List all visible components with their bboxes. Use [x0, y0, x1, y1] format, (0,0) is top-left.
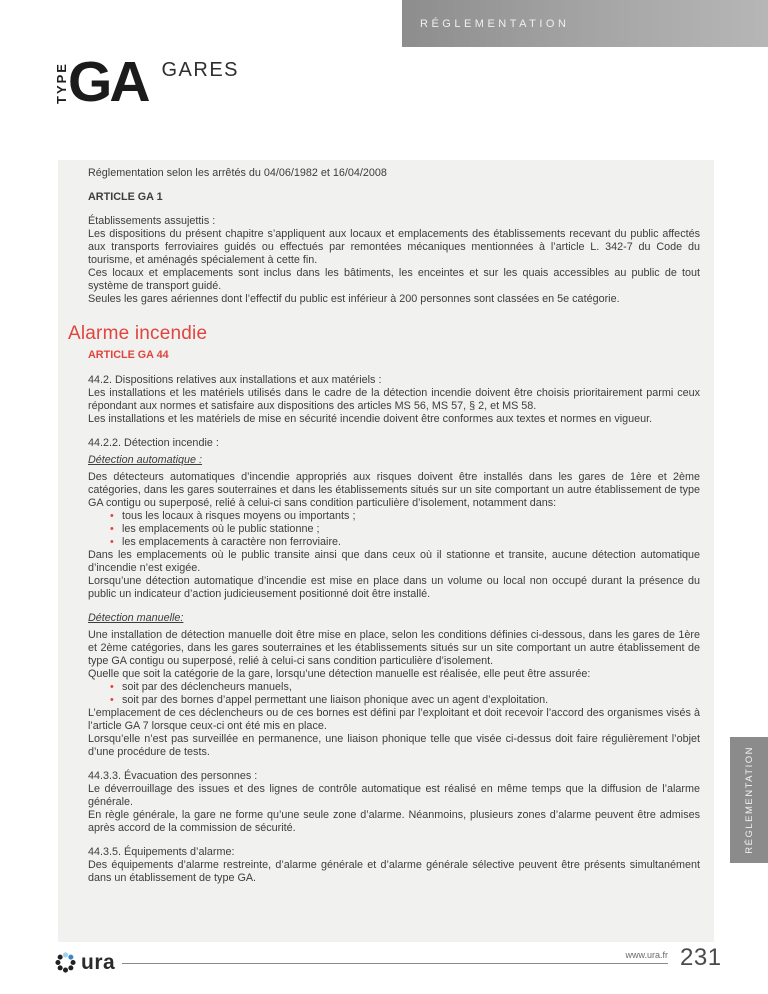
article-ga44-heading: ARTICLE GA 44 — [88, 349, 169, 361]
paragraph: Lorsqu’elle n’est pas surveillée en permanence, une liaison phonique telle que visée ci-dessus doit faire régulièrement l’objet d’une procédure de tests. — [88, 733, 700, 758]
paragraph: Quelle que soit la catégorie de la gare, lorsqu’une détection manuelle est réalisée, elle peut être assurée: — [88, 668, 591, 680]
paragraph: Une installation de détection manuelle doit être mise en place, selon les conditions définies ci-dessous, dans les gares de 1ère et 2ème catégories, dans les gares souterraines et les établissements situés sur un site comportant un autre établissement de type GA contigu ou superposé, relié à celui-ci sans condition particulière d’isolement. — [88, 629, 700, 667]
paragraph: Ces locaux et emplacements sont inclus dans les bâtiments, les enceintes et sur les quais accessibles au public de tout système de transport guidé. — [88, 267, 700, 292]
ga-code: GA — [68, 49, 148, 114]
paragraph: Seules les gares aériennes dont l’effectif du public est inférieur à 200 personnes sont classées en 5e catégorie. — [88, 293, 620, 305]
paragraph: Lorsqu’une détection automatique d’incendie est mise en place dans un volume ou local non occupé durant la présence du public un indicateur d’action judicieusement positionné doit être installé. — [88, 575, 700, 600]
side-tab-label: RÉGLEMENTATION — [743, 746, 755, 854]
gares-label: GARES — [161, 59, 240, 81]
type-ga-logo — [54, 49, 240, 114]
paragraph: Des équipements d’alarme restreinte, d’alarme générale et d’alarme générale sélective peuvent être présents simultanément dans un établissement de type GA. — [88, 859, 700, 884]
article-ga1-heading: ARTICLE GA 1 — [88, 191, 163, 203]
paragraph: Des détecteurs automatiques d’incendie appropriés aux risques doivent être installés dans les gares de 1ère et 2ème catégories, dans les gares souterraines et dans les établissements situés sur un site comportant un autre établissement de type GA contigu ou superposé, relié à celui-ci sans condition particulière d’isolement, notamment dans: — [88, 471, 700, 509]
paragraph: L’emplacement de ces déclencheurs ou de ces bornes est défini par l’exploitant et doit recevoir l’accord des organismes visés à l’article GA 7 lorsque ceux-ci ont été mis en place. — [88, 707, 700, 732]
regulation-line: Réglementation selon les arrêtés du 04/06/1982 et 16/04/2008 — [88, 167, 387, 179]
paragraph: 44.2. Dispositions relatives aux installations et aux matériels : — [88, 374, 382, 386]
paragraph: 44.3.3. Évacuation des personnes : — [88, 770, 258, 782]
paragraph: 44.2.2. Détection incendie : — [88, 437, 219, 449]
bullet-item: • tous les locaux à risques moyens ou importants ; — [110, 510, 700, 523]
bullet-item: • les emplacements où le public stationne ; — [110, 523, 700, 536]
bullet-item: • soit par des déclencheurs manuels, — [110, 681, 700, 694]
header-bar — [402, 0, 768, 47]
bullet-item: • soit par des bornes d’appel permettant une liaison phonique avec un agent d’exploitation. — [110, 694, 700, 707]
website-url: www.ura.fr — [625, 950, 668, 960]
paragraph: En règle générale, la gare ne forme qu’une seule zone d’alarme. Néanmoins, plusieurs zones d’alarme peuvent être admises après accord de la commission de sécurité. — [88, 809, 700, 834]
ura-brand-word: ura — [81, 951, 116, 974]
paragraph: Dans les emplacements où le public transite ainsi que dans ceux où il stationne et transite, aucune détection automatique d’incendie n’est exigée. — [88, 549, 700, 574]
type-label: TYPE — [54, 62, 69, 104]
paragraph: Le déverrouillage des issues et des lignes de contrôle automatique est réalisé en même temps que la diffusion de l’alarme générale. — [88, 783, 700, 808]
paragraph: Les dispositions du présent chapitre s’appliquent aux locaux et emplacements des établissements recevant du public affectés aux transports ferroviaires guidés ou effectués par remontées mécaniques mentionnées à l’article L. 342-7 du Code du tourisme, et aménagés spécialement à cette fin. — [88, 228, 700, 266]
bullet-list — [88, 510, 700, 549]
footer-rule — [122, 963, 668, 964]
paragraph: 44.3.5. Équipements d’alarme: — [88, 846, 235, 858]
page-number: 231 — [680, 944, 722, 971]
header-bar-label: RÉGLEMENTATION — [420, 17, 570, 30]
ura-brand-icon — [55, 952, 76, 973]
paragraph: Établissements assujettis : — [88, 215, 216, 227]
bullet-item: • les emplacements à caractère non ferroviaire. — [110, 536, 700, 549]
side-tab-reglementation — [730, 737, 768, 863]
subheading-detection-automatique: Détection automatique : — [88, 454, 203, 466]
bullet-list — [88, 681, 700, 707]
subheading-detection-manuelle: Détection manuelle: — [88, 612, 184, 624]
paragraph: Les installations et les matériels utilisés dans le cadre de la détection incendie doivent être choisis prioritairement parmi ceux répondant aux normes et satisfaire aux dispositions des articles MS 56, MS 57, § 2, et MS 58. — [88, 387, 700, 412]
content-inner — [58, 160, 714, 885]
paragraph: Les installations et les matériels de mise en sécurité incendie doivent être conformes aux textes et normes en vigueur. — [88, 413, 653, 425]
content-panel — [58, 160, 714, 942]
section-title-alarme-incendie: Alarme incendie — [68, 323, 208, 344]
ura-logo — [55, 952, 115, 973]
